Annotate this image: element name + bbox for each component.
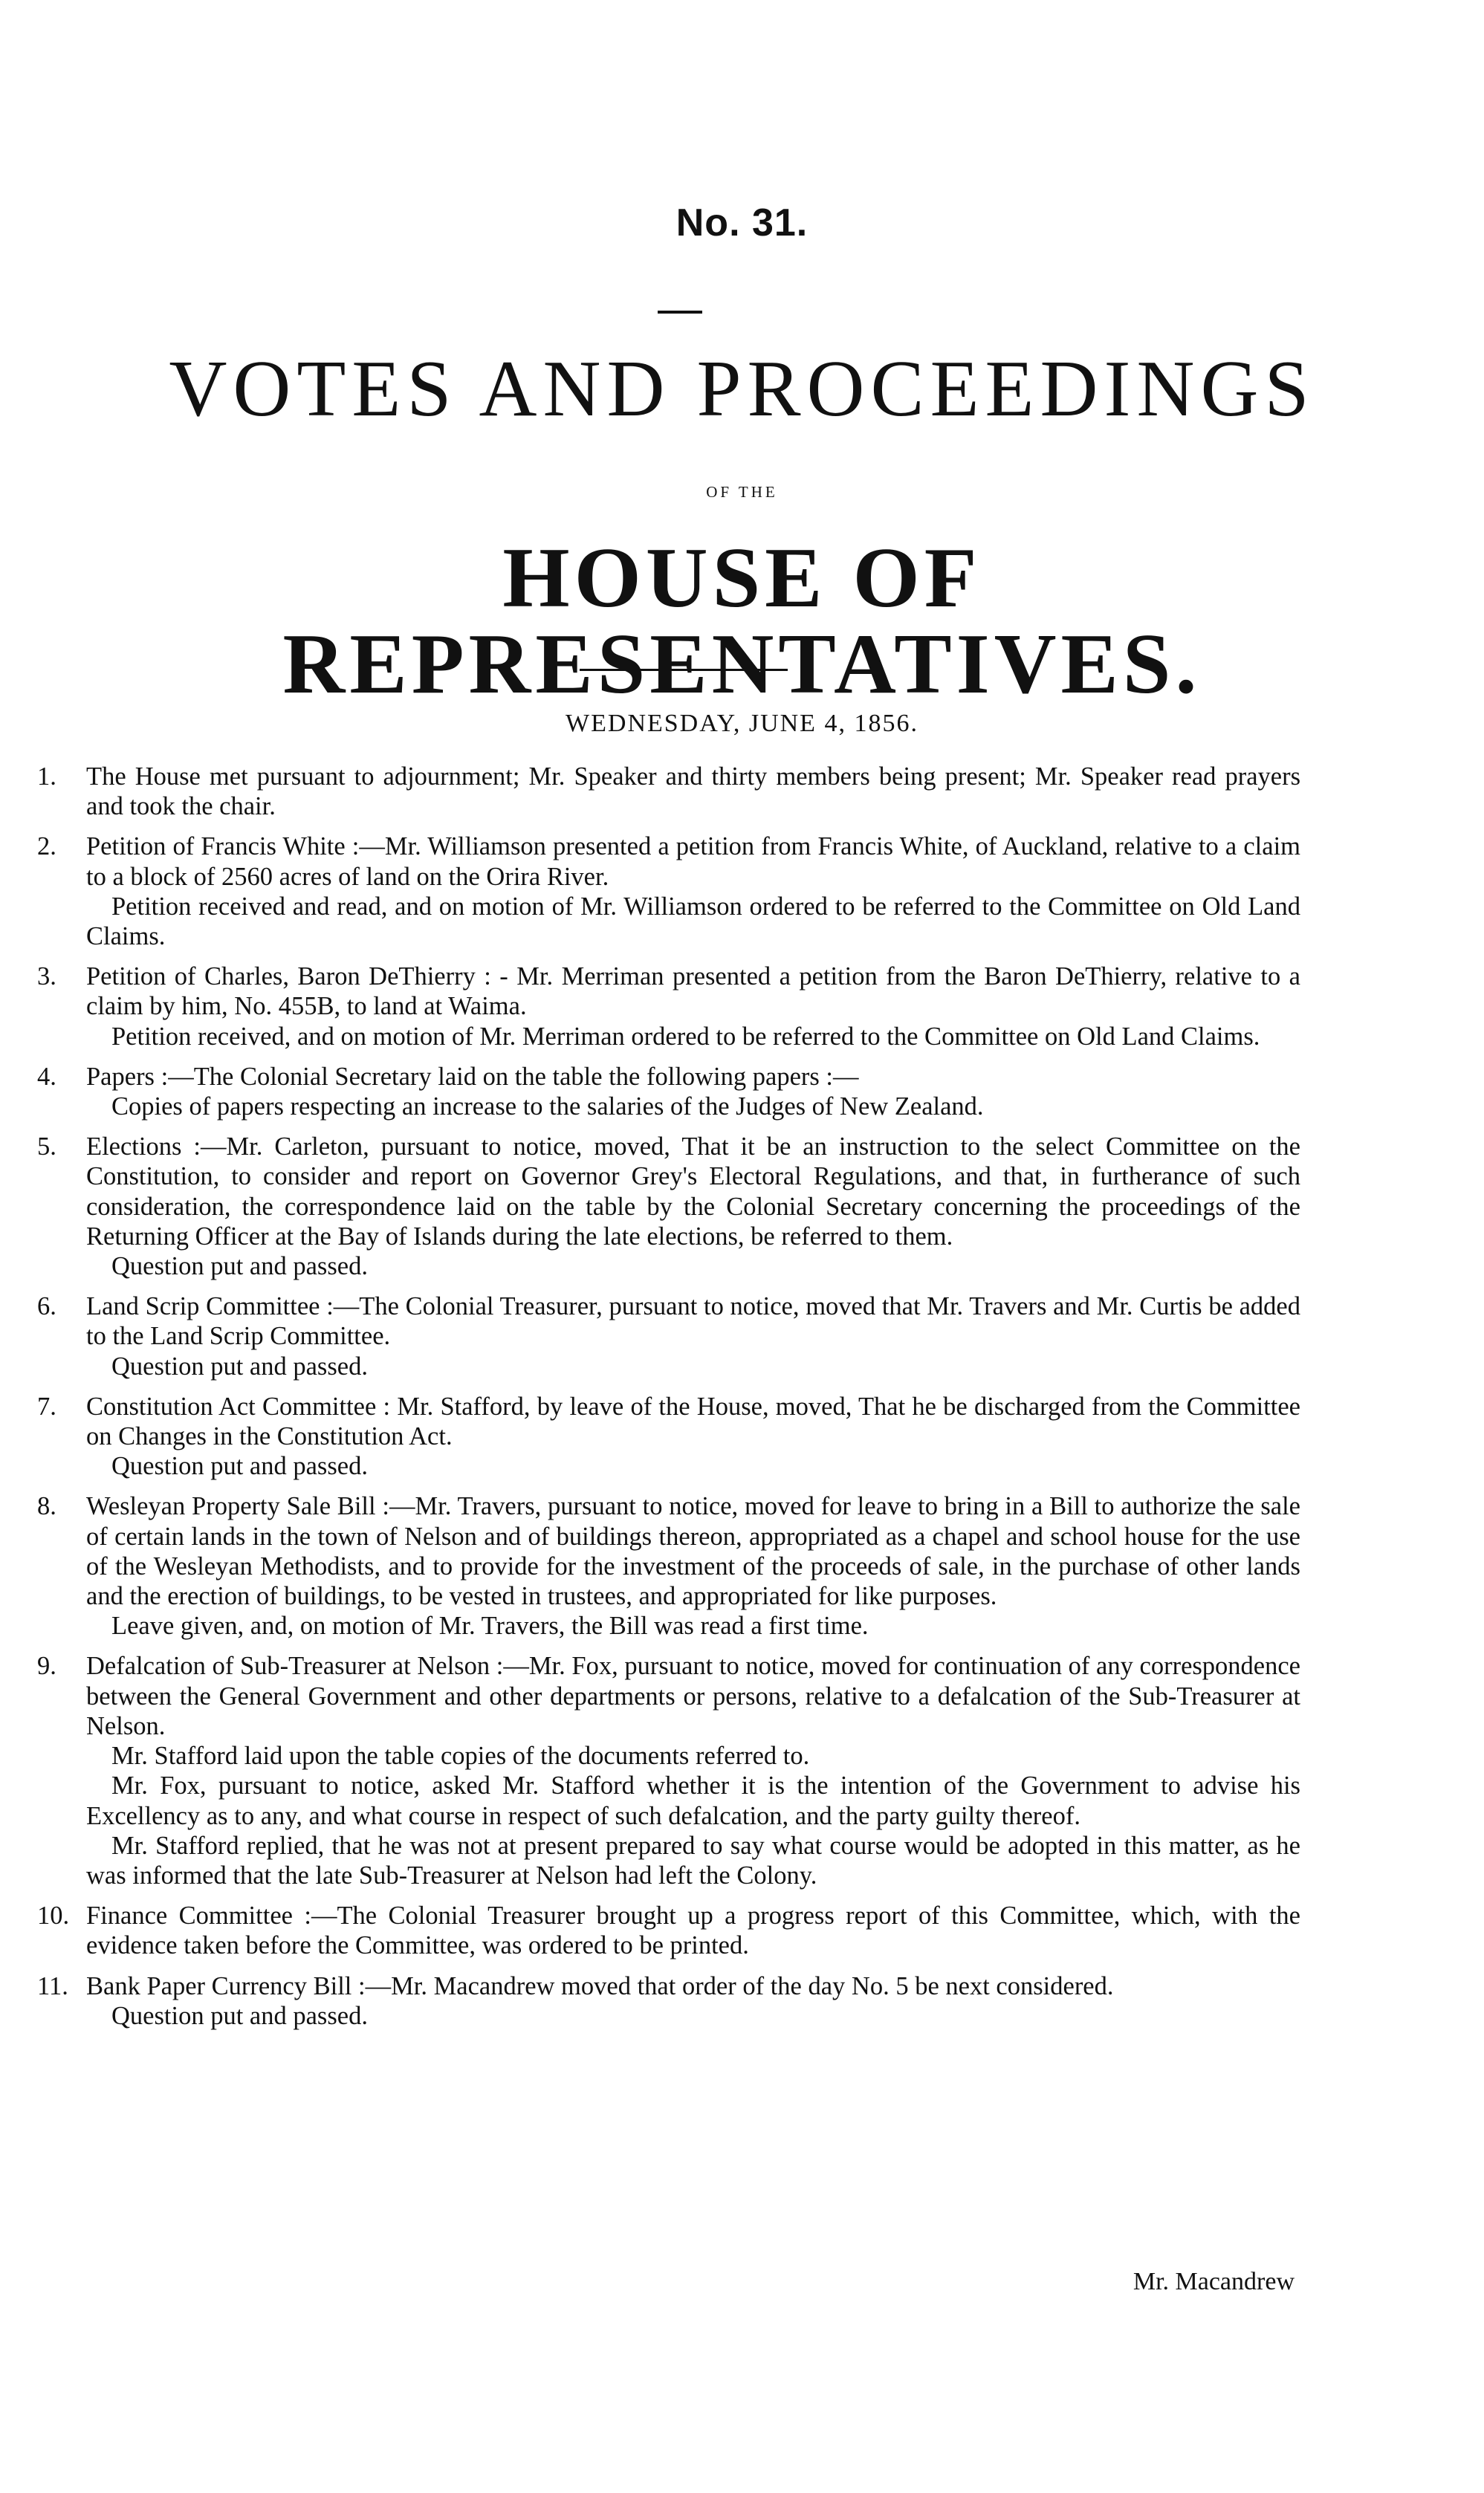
proceeding-item <box>37 1491 1300 1641</box>
item-number: 1. <box>37 762 56 791</box>
title-votes-and-proceedings: VOTES AND PROCEEDINGS <box>169 345 1315 433</box>
item-followup-text: Question put and passed. <box>111 1252 368 1281</box>
item-text: Elections :—Mr. Carleton, pursuant to notice, moved, That it be an instruction to the select Committee on the Constitution, to consider and report on Governor Grey's Electoral Regulations, and that, in furtherance of such consideration, the correspondence laid on the table by the Colonial Secretary concerning the proceedings of the Returning Officer at the Bay of Islands during the late elections, be referred to them. <box>86 1132 1300 1251</box>
item-number: 3. <box>37 962 56 991</box>
proceedings-list <box>37 762 1300 2041</box>
item-text: The House met pursuant to adjournment; Mr. Speaker and thirty members being present; Mr. Speaker read prayers and took the chair. <box>86 762 1300 821</box>
item-number: 2. <box>37 832 56 861</box>
proceeding-item <box>37 1901 1300 1960</box>
proceeding-item <box>37 1132 1300 1281</box>
item-followup-text: Question put and passed. <box>111 1452 368 1481</box>
item-number: 9. <box>37 1652 56 1681</box>
item-text: Petition of Francis White :—Mr. Williamson presented a petition from Francis White, of Auckland, relative to a claim to a block of 2560 acres of land on the Orira River. <box>86 832 1300 891</box>
item-text: Bank Paper Currency Bill :—Mr. Macandrew moved that order of the day No. 5 be next considered. <box>86 1971 1114 2000</box>
item-number: 8. <box>37 1492 56 1521</box>
proceeding-item <box>37 1062 1300 1121</box>
short-rule <box>658 311 702 314</box>
item-followup-text: Leave given, and, on motion of Mr. Travers, the Bill was read a first time. <box>111 1612 869 1641</box>
item-number: 7. <box>37 1392 56 1421</box>
catchword: Mr. Macandrew <box>1133 2268 1295 2295</box>
proceeding-item <box>37 1971 1300 2031</box>
item-number: 11. <box>37 1971 68 2000</box>
proceeding-item <box>37 962 1300 1051</box>
item-number: 4. <box>37 1062 56 1091</box>
item-number: 5. <box>37 1132 56 1161</box>
item-followup-text: Petition received, and on motion of Mr. Merriman ordered to be referred to the Committee on Old Land Claims. <box>111 1022 1260 1051</box>
item-followup-text: Question put and passed. <box>111 1352 368 1381</box>
item-text: Defalcation of Sub-Treasurer at Nelson :—Mr. Fox, pursuant to notice, moved for continuation of any correspondence between the General Government and other departments or persons, relative to a defalcation of the Sub-Treasurer at Nelson. <box>86 1652 1300 1740</box>
item-text: Constitution Act Committee : Mr. Stafford, by leave of the House, moved, That he be discharged from the Committee on Changes in the Constitution Act. <box>86 1392 1300 1451</box>
proceeding-item <box>37 762 1300 821</box>
item-text: Papers :—The Colonial Secretary laid on the table the following papers :— <box>86 1062 859 1091</box>
item-followup-text: Petition received and read, and on motion of Mr. Williamson ordered to be referred to the Committee on Old Land Claims. <box>86 892 1300 951</box>
item-text: Wesleyan Property Sale Bill :—Mr. Travers, pursuant to notice, moved for leave to bring in a Bill to authorize the sale of certain lands in the town of Nelson and of buildings thereon, appropriated as a chapel and school house for the use of the Wesleyan Methodists, and to provide for the investment of the proceeds of sale, in the purchase of other lands and the erection of buildings, to be vested in trustees, and appropriated for like purposes. <box>86 1492 1300 1611</box>
item-followup-text: Copies of papers respecting an increase to the salaries of the Judges of New Zealand. <box>111 1092 984 1121</box>
proceeding-item <box>37 831 1300 951</box>
item-followup-text: Question put and passed. <box>111 2001 368 2030</box>
item-number: 6. <box>37 1292 56 1321</box>
item-text: Land Scrip Committee :—The Colonial Treasurer, pursuant to notice, moved that Mr. Travers and Mr. Curtis be added to the Land Scrip Committee. <box>86 1292 1300 1351</box>
proceeding-item <box>37 1651 1300 1890</box>
item-number: 10. <box>37 1902 70 1930</box>
item-followup-text: Mr. Fox, pursuant to notice, asked Mr. Stafford whether it is the intention of the Government to advise his Excellency as to any, and what course in respect of such defalcation, and the party guilty thereof. <box>86 1771 1300 1830</box>
item-followup-text: Mr. Stafford laid upon the table copies of the documents referred to. <box>111 1742 810 1771</box>
item-text: Petition of Charles, Baron DeThierry : - Mr. Merriman presented a petition from the Baron DeThierry, relative to a claim by him, No. 455B, to land at Waima. <box>86 962 1300 1021</box>
proceeding-item <box>37 1291 1300 1381</box>
proceeding-item <box>37 1392 1300 1482</box>
item-text: Finance Committee :—The Colonial Treasurer brought up a progress report of this Committee, which, with the evidence taken before the Committee, was ordered to be printed. <box>86 1902 1300 1960</box>
paper-number: No. 31. <box>675 201 809 244</box>
sitting-date: WEDNESDAY, JUNE 4, 1856. <box>566 710 918 737</box>
item-followup-text: Mr. Stafford replied, that he was not at present prepared to say what course would be adopted in this matter, as he was informed that the late Sub-Treasurer at Nelson had left the Colony. <box>86 1831 1300 1890</box>
title-rule <box>580 669 788 671</box>
title-of-the: OF THE <box>706 483 778 501</box>
title-house-of-representatives: HOUSE OF REPRESENTATIVES. <box>282 531 1202 712</box>
